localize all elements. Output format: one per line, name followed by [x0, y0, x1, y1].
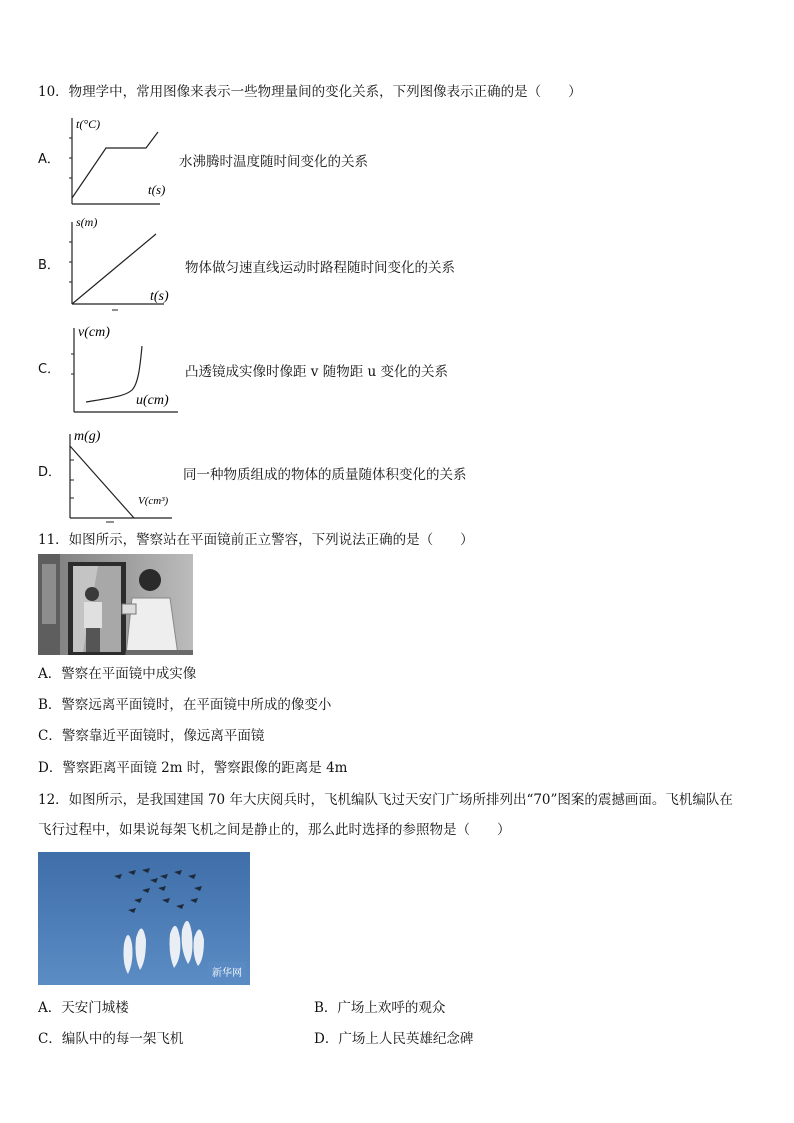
q11-stem: 11．如图所示，警察站在平面镜前正立警容，下列说法正确的是（ ）: [38, 532, 474, 548]
graph-a-ylabel: t(°C): [76, 117, 101, 131]
q10-option-a-text: 水沸腾时温度随时间变化的关系: [179, 154, 368, 170]
graph-c-curve: [86, 346, 142, 402]
q10-option-d-letter: D．: [38, 465, 62, 480]
graph-c-ylabel: v(cm): [78, 325, 110, 340]
graph-d-ylabel: m(g): [74, 429, 101, 444]
q11-option-a: A．警察在平面镜中成实像: [38, 666, 197, 682]
q10-option-d-text: 同一种物质组成的物体的质量随体积变化的关系: [183, 467, 467, 483]
graph-b-xlabel: t(s): [150, 289, 169, 304]
q12-flyover-photo: [38, 852, 250, 985]
police-head: [139, 569, 161, 591]
graph-c-xlabel: u(cm): [136, 393, 169, 408]
reflection-body: [84, 602, 102, 628]
reflection-head: [85, 587, 99, 601]
q10-option-b-letter: B．: [38, 258, 60, 273]
q11-option-b: B．警察远离平面镜时，在平面镜中所成的像变小: [38, 697, 332, 713]
q10-graph-c: [60, 318, 184, 418]
q10-option-a-letter: A．: [38, 152, 60, 167]
q11-police-mirror-photo: [38, 554, 193, 655]
graph-b-line: [72, 234, 156, 304]
graph-d-line: [70, 446, 134, 518]
q12-option-d: D．广场上人民英雄纪念碑: [314, 1031, 474, 1047]
graph-b-ylabel: s(m): [76, 215, 98, 229]
q10-graph-a: [60, 112, 180, 212]
q12-option-a: A．天安门城楼: [38, 1000, 129, 1016]
q10-option-b-text: 物体做匀速直线运动时路程随时间变化的关系: [185, 260, 455, 276]
graph-d-xlabel: V(cm³): [138, 495, 169, 507]
q10-graph-d: [60, 422, 184, 526]
q10-stem: 10．物理学中，常用图像来表示一些物理量间的变化关系，下列图像表示正确的是（ ）: [38, 84, 582, 100]
q11-option-d: D．警察距离平面镜 2m 时，警察跟像的距离是 4m: [38, 760, 348, 776]
q12-option-b: B．广场上欢呼的观众: [314, 1000, 446, 1016]
q10-option-c-letter: C．: [38, 362, 61, 377]
xinhua-watermark: 新华网: [212, 968, 242, 979]
q10-graph-b: [60, 212, 180, 312]
q12-stem-line1: 12．如图所示，是我国建国 70 年大庆阅兵时，飞机编队飞过天安门广场所排列出“70”图案的震撼画面。飞机编队在: [38, 792, 733, 808]
q10-option-c-text: 凸透镜成实像时像距 v 随物距 u 变化的关系: [185, 364, 448, 380]
q12-stem-line2: 飞行过程中，如果说每架飞机之间是静止的，那么此时选择的参照物是（ ）: [38, 822, 511, 838]
q11-option-c: C．警察靠近平面镜时，像远离平面镜: [38, 728, 265, 744]
graph-a-xlabel: t(s): [148, 182, 166, 197]
graph-a-curve: [72, 132, 158, 198]
q12-option-c: C．编队中的每一架飞机: [38, 1031, 184, 1047]
